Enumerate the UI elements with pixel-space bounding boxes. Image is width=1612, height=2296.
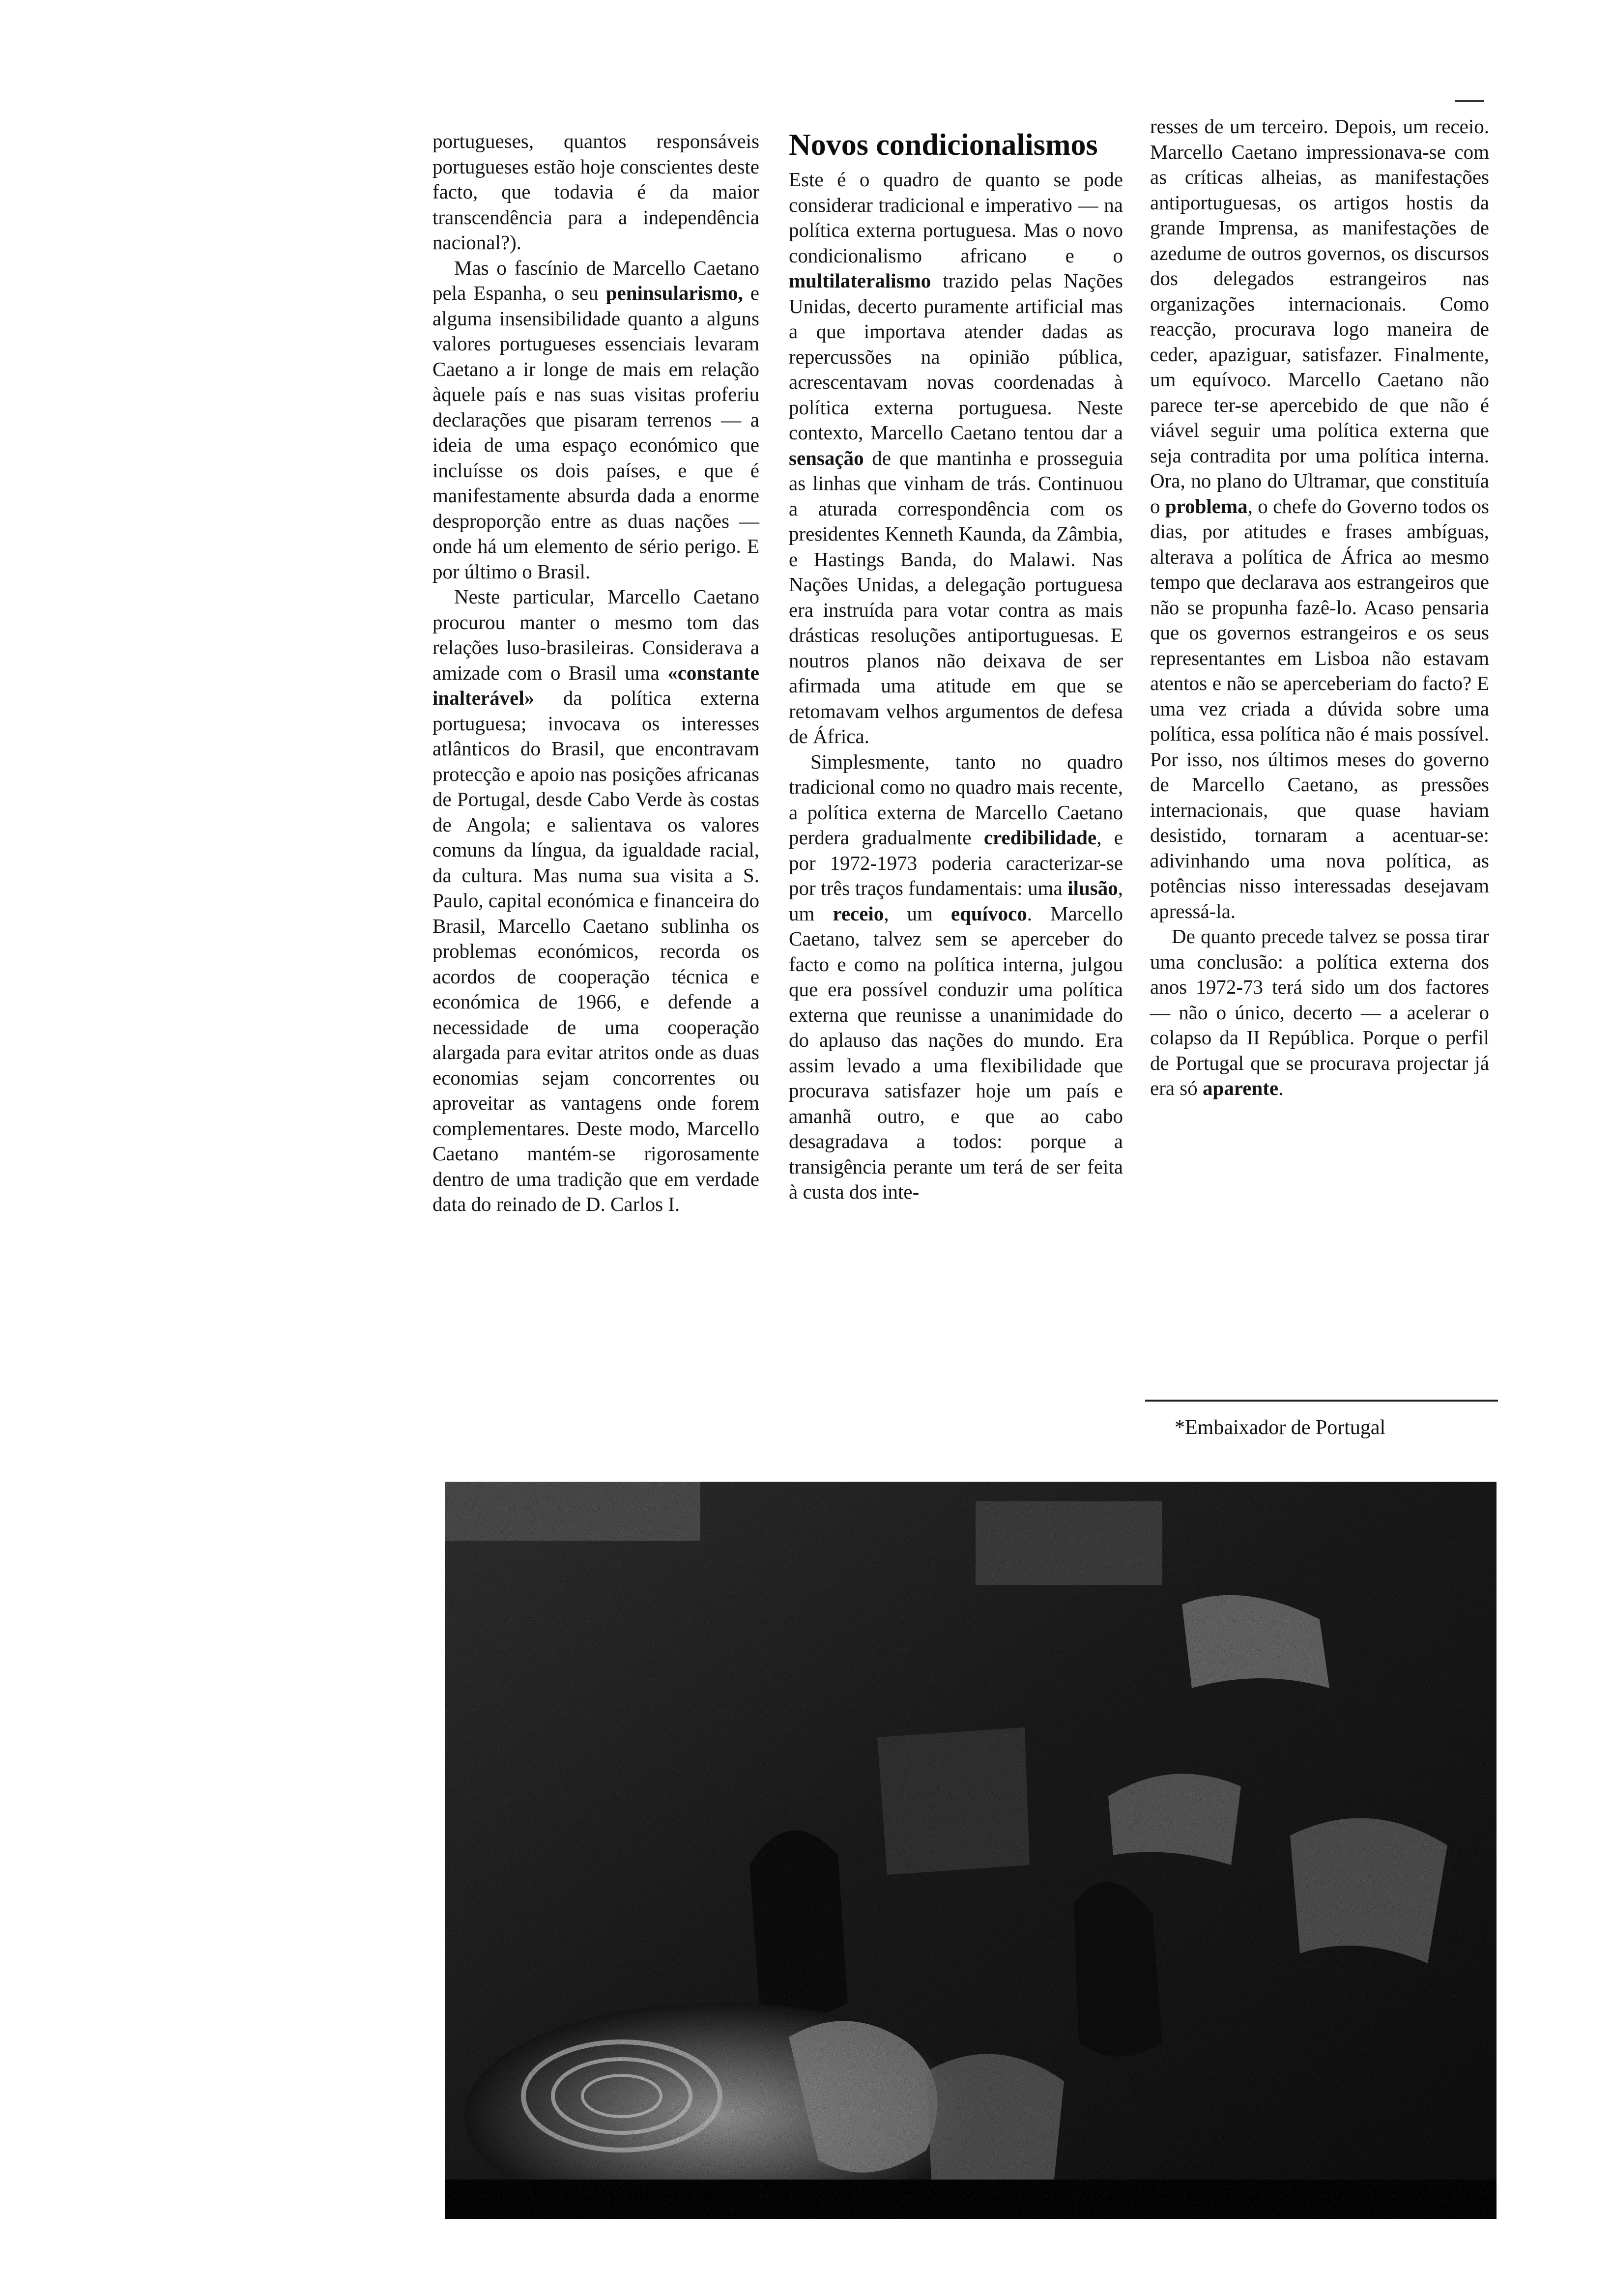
paragraph-text: , o chefe do Governo todos os dias, por atitudes e frases ambíguas, alterava a política de África ao mesmo tempo que declarava aos estrangeiros que não se propunha fazê-lo. Acaso pensaria que os governos estrangeiros e os seus representantes em Lisboa não estavam atentos e não se aperceberiam do facto? E uma vez criada a dúvida sobre uma política, essa política não é mais possível. Por isso, nos últimos meses do governo de Marcello Caetano, as pressões internacionais, que quase haviam desistido, tornaram a acentuar-se: adivinhando uma nova política, as potências nisso interessadas desejavam apressá-la.: [1150, 494, 1490, 922]
emphasis-text: aparente: [1203, 1077, 1279, 1099]
article-column-2: [789, 129, 1123, 1205]
paragraph-text: resses de um terceiro. Depois, um receio. Marcello Caetano impressionava-se com as críticas alheias, as manifestações antiportuguesas, os artigos hostis da grande Imprensa, as manifestações de azedume de outros governos, os discursos dos delegados estrangeiros nas organizações internacionais. Como reacção, procurava logo maneira de ceder, apaziguar, satisfazer. Finalmente, um equívoco. Marcello Caetano não parece ter-se apercebido de que não é viável seguir uma política externa que seja contradita por uma política interna. Ora, no plano do Ultramar, que constituía o: [1150, 115, 1489, 517]
emphasis-text: sensação: [789, 446, 864, 469]
emphasis-text: «constante inalterável»: [432, 661, 759, 709]
photo-graphic: [445, 1482, 1497, 2219]
emphasis-text: problema: [1165, 494, 1248, 517]
paragraph-text: e alguma insensibilidade quanto a alguns valores portugueses essenciais levaram Caetano a ir longe de mais em relação àquele país e nas suas visitas proferiu declarações que pisaram terrenos — a ideia de uma espaço económico que incluísse os dois países, e que é manifestamente absurda dada a enorme desproporção entre as duas nações — onde há um elemento de sério perigo. E por último o Brasil.: [432, 282, 760, 583]
paragraph-text: .: [1278, 1077, 1284, 1099]
paragraph-text: . Marcello Caetano, talvez sem se aperceber do facto e como na política interna, julgou que era possível conduzir uma política externa que reunisse a unanimidade do do aplauso das nações do mundo. Era assim levado a uma flexibilidade que procurava satisfazer hoje um país e amanhã outro, e que ao cabo desagradava a todos: porque a transigência perante um terá de ser feita à custa dos inte-: [789, 902, 1123, 1203]
paragraph: [789, 749, 1123, 1205]
paragraph-text: , um: [884, 902, 951, 925]
paragraph: [432, 256, 759, 585]
paragraph-text: trazido pelas Nações Unidas, decerto puramente artificial mas a que importava atender dadas as repercussões na opinião pública, acrescentavam novas coordenadas à política externa portuguesa. Neste contexto, Marcello Caetano tentou dar a: [789, 269, 1123, 444]
emphasis-text: multilateralismo: [789, 269, 931, 292]
photo-image: [445, 1482, 1497, 2219]
paragraph-text: portugueses, quantos responsáveis portugueses estão hoje conscientes deste facto, que todavia é da maior transcendência para a independência nacional?).: [432, 130, 759, 254]
footnote: *Embaixador de Portugal: [1175, 1416, 1386, 1439]
footnote-rule: [1145, 1400, 1498, 1402]
paragraph-text: da política externa portuguesa; invocava os interesses atlânticos do Brasil, que encontravam protecção e apoio nas posições africanas de Portugal, desde Cabo Verde às costas de Angola; e salientava os valores comuns da língua, da igualdade racial, da cultura. Mas numa sua visita a S. Paulo, capital económica e financeira do Brasil, Marcello Caetano sublinha os problemas económicos, recorda os acordos de cooperação técnica e económica de 1966, e defende a necessidade de uma cooperação alargada para evitar atritos onde as duas economias sejam concorrentes ou aproveitar as vantagens onde forem complementares. Deste modo, Marcello Caetano mantém-se rigorosamente dentro de uma tradição que em verdade data do reinado de D. Carlos I.: [432, 687, 759, 1215]
paragraph-text: Neste particular, Marcello Caetano procurou manter o mesmo tom das relações luso-brasileiras. Considerava a amizade com o Brasil uma: [432, 585, 759, 684]
emphasis-text: peninsularismo,: [605, 282, 743, 304]
paragraph-text: Simplesmente, tanto no quadro tradicional como no quadro mais recente, a política externa de Marcello Caetano perdera gradualmente: [789, 750, 1123, 849]
article-column-1: [432, 129, 759, 1217]
page-edge-mark: [1455, 100, 1484, 102]
article-column-3: [1150, 114, 1489, 1101]
paragraph: [789, 167, 1123, 749]
emphasis-text: equívoco: [950, 902, 1027, 925]
emphasis-text: receio: [833, 902, 884, 925]
paragraph-text: , e por 1972-1973 poderia caracterizar-se por três traços fundamentais: uma: [789, 826, 1123, 899]
paragraph-text: de que mantinha e prosseguia as linhas que vinham de trás. Continuou a aturada correspondência com os presidentes Kenneth Kaunda, da Zâmbia, e Hastings Banda, do Malawi. Nas Nações Unidas, a delegação portuguesa era instruída para votar contra as mais drásticas resoluções antiportuguesas. E noutros planos não deixava de ser afirmada uma atitude em que se retomavam velhos argumentos de defesa de África.: [789, 446, 1123, 747]
paragraph: [1150, 114, 1489, 924]
paragraph-text: Este é o quadro de quanto se pode considerar tradicional e imperativo — na política externa portuguesa. Mas o novo condicionalismo africano e o: [789, 168, 1123, 267]
paragraph-text: De quanto precede talvez se possa tirar uma conclusão: a política externa dos anos 1972-73 terá sido um dos factores — não o único, decerto — a acelerar o colapso da II República. Porque o perfil de Portugal que se procurava projectar já era só: [1150, 925, 1489, 1099]
paragraph-text: , um: [789, 877, 1123, 925]
emphasis-text: ilusão: [1067, 877, 1118, 899]
paragraph: [432, 584, 759, 1217]
section-heading: Novos condicionalismos: [789, 128, 1098, 162]
paragraph-text: Mas o fascínio de Marcello Caetano pela Espanha, o seu: [432, 256, 759, 304]
paragraph: [1150, 924, 1489, 1101]
paragraph: [432, 129, 759, 256]
emphasis-text: credibilidade: [983, 826, 1097, 849]
